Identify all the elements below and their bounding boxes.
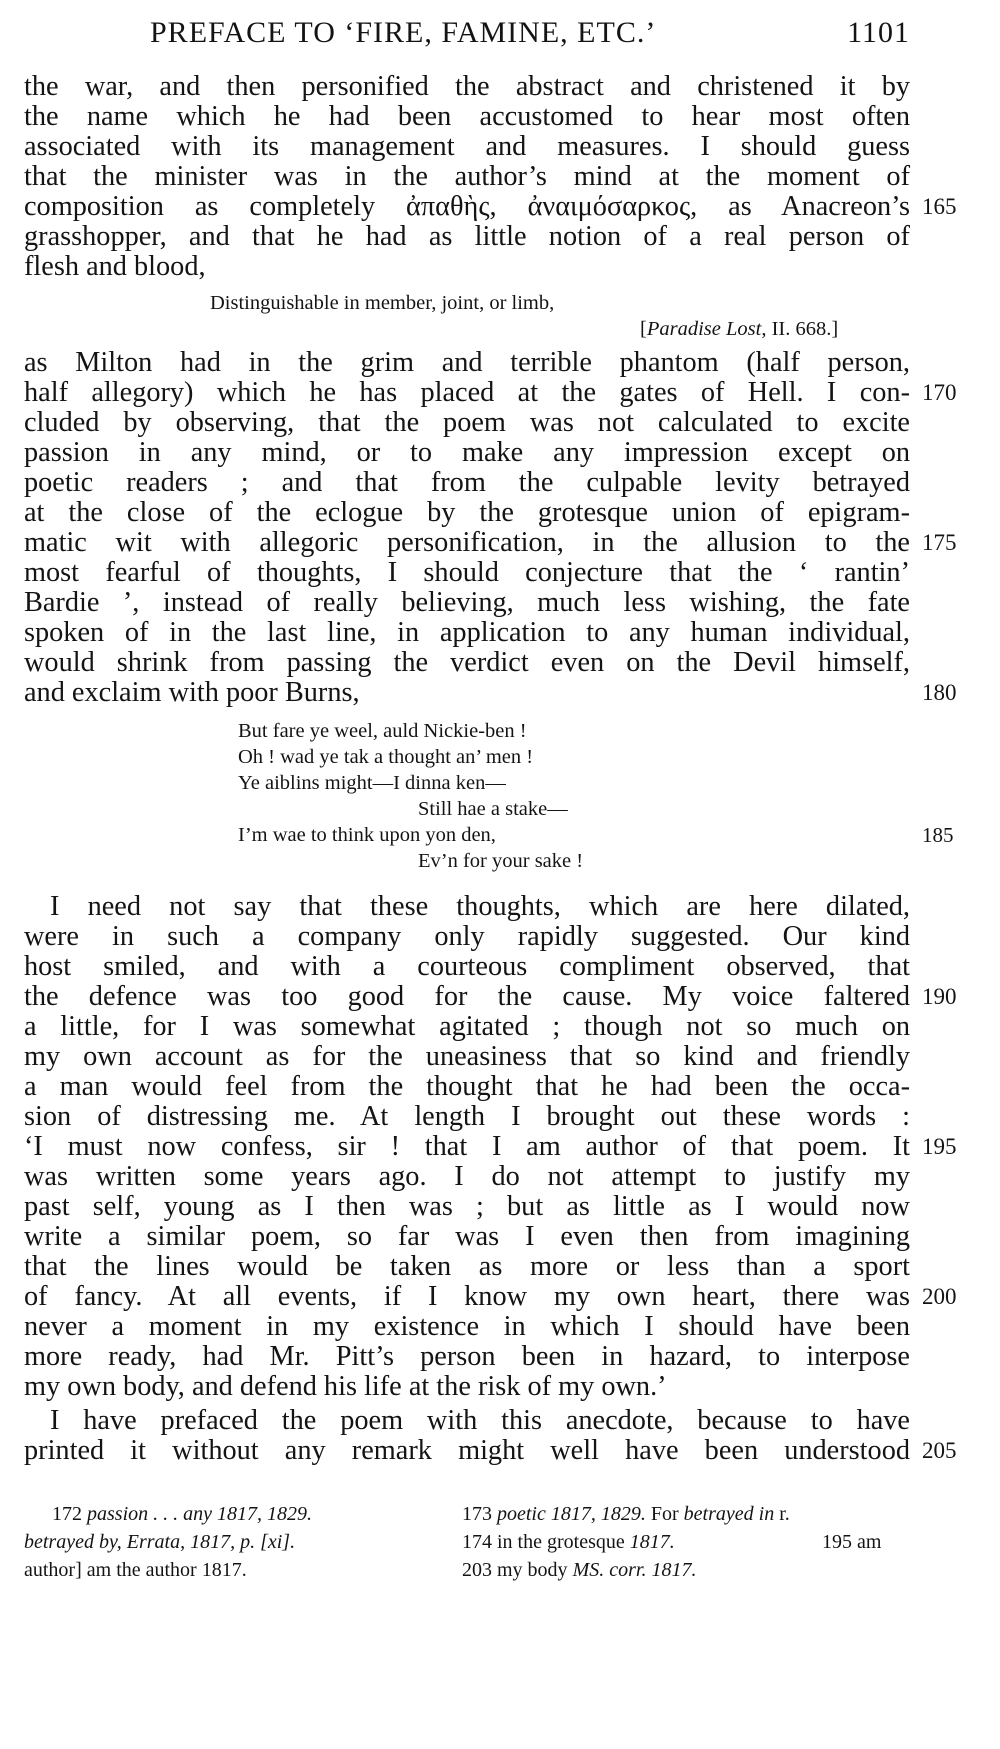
quotation-text: Distinguishable in member, joint, or limb,: [210, 292, 555, 314]
text-line: Bardie ’, instead of really believing, much less wishing, the fate: [24, 587, 910, 618]
text-line: a little, for I was somewhat agitated ; though not so much on: [24, 1011, 910, 1042]
footnote-172: [52, 1500, 312, 1528]
footnote-text: For: [650, 1503, 679, 1525]
text-line: was written some years ago. I do not attempt to justify my: [24, 1161, 910, 1192]
verse-line: But fare ye weel, auld Nickie-ben !: [238, 720, 527, 742]
footnote-text: r.: [779, 1503, 790, 1525]
line-number: 200: [922, 1284, 957, 1309]
verse-line: Oh ! wad ye tak a thought an’ men !: [238, 746, 534, 768]
text-line: write a similar poem, so far was I even then from imagining: [24, 1221, 910, 1252]
footnote-195: [822, 1528, 881, 1556]
verse-line: Ev’n for your sake !: [418, 850, 584, 872]
quotation-citation: [640, 316, 838, 342]
footnote-number: 195: [822, 1531, 852, 1553]
running-title: PREFACE TO ‘FIRE, FAMINE, ETC.’: [150, 16, 657, 49]
text-line: sion of distressing me. At length I brought out these words :: [24, 1101, 910, 1132]
footnote-text: am: [857, 1531, 882, 1553]
text-line: at the close of the eclogue by the grotesque union of epigram-: [24, 497, 910, 528]
verse-line: Still hae a stake—: [418, 798, 568, 820]
footnote-text: betrayed by, Errata, 1817, p. [xi].: [24, 1531, 296, 1553]
verse-line: I’m wae to think upon yon den,: [238, 824, 496, 846]
line-number: 190: [922, 984, 957, 1009]
text-line: the defence was too good for the cause. My voice faltered: [24, 981, 910, 1012]
footnote-text: passion . . . any 1817, 1829.: [87, 1503, 312, 1525]
text-line: host smiled, and with a courteous compliment observed, that: [24, 951, 910, 982]
text-line: would shrink from passing the verdict even on the Devil himself,: [24, 647, 910, 678]
text-line: ‘I must now confess, sir ! that I am author of that poem. It: [24, 1131, 910, 1162]
line-number: 205: [922, 1438, 957, 1463]
footnote-172-cont: [24, 1528, 295, 1556]
footnote-text: in the grotesque: [497, 1531, 625, 1553]
text-line: most fearful of thoughts, I should conjecture that the ‘ rantin’: [24, 557, 910, 588]
footnote-text: 1817.: [629, 1531, 675, 1553]
footnote-text: MS. corr. 1817.: [572, 1559, 697, 1581]
text-line: I have prefaced the poem with this anecdote, because to have: [50, 1405, 910, 1436]
text-line: my own body, and defend his life at the risk of my own.’: [24, 1371, 667, 1402]
footnote-173: [462, 1500, 790, 1528]
page-number: 1101: [847, 16, 910, 49]
text-line: flesh and blood,: [24, 251, 206, 282]
text-line: were in such a company only rapidly suggested. Our kind: [24, 921, 910, 952]
text-line: that the minister was in the author’s mind at the moment of: [24, 161, 910, 192]
line-number: 185: [922, 823, 954, 847]
text-line: never a moment in my existence in which I should have been: [24, 1311, 910, 1342]
text-line: the war, and then personified the abstract and christened it by: [24, 71, 910, 102]
text-line: matic wit with allegoric personification, in the allusion to the: [24, 527, 910, 558]
footnote-203: [462, 1556, 696, 1584]
footnote-text: author] am the author 1817.: [24, 1559, 247, 1581]
citation-title: Paradise Lost: [646, 318, 762, 340]
line-number: 195: [922, 1134, 957, 1159]
text-line: grasshopper, and that he had as little notion of a real person of: [24, 221, 910, 252]
text-line: more ready, had Mr. Pitt’s person been in hazard, to interpose: [24, 1341, 910, 1372]
line-number: 165: [922, 194, 957, 219]
citation-bracket: [: [640, 318, 647, 340]
footnote-number: 173: [462, 1503, 492, 1525]
line-number: 170: [922, 380, 957, 405]
text-line: cluded by observing, that the poem was not calculated to excite: [24, 407, 910, 438]
text-line: spoken of in the last line, in application to any human individual,: [24, 617, 910, 648]
text-line: and exclaim with poor Burns,: [24, 677, 360, 708]
text-line: my own account as for the uneasiness that so kind and friendly: [24, 1041, 910, 1072]
text-line: the name which he had been accustomed to hear most often: [24, 101, 910, 132]
text-line: half allegory) which he has placed at the gates of Hell. I con-: [24, 377, 910, 408]
text-line: a man would feel from the thought that he had been the occa-: [24, 1071, 910, 1102]
text-line: passion in any mind, or to make any impression except on: [24, 437, 910, 468]
text-line: of fancy. At all events, if I know my own heart, there was: [24, 1281, 910, 1312]
footnote-number: 174: [462, 1531, 492, 1553]
line-number: 175: [922, 530, 957, 555]
citation-reference: , II. 668.]: [761, 318, 839, 340]
text-line: as Milton had in the grim and terrible phantom (half person,: [24, 347, 910, 378]
text-line: that the lines would be taken as more or less than a sport: [24, 1251, 910, 1282]
text-line: I need not say that these thoughts, which are here dilated,: [50, 891, 910, 922]
text-line: poetic readers ; and that from the culpable levity betrayed: [24, 467, 910, 498]
line-number: 180: [922, 680, 957, 705]
text-line: past self, young as I then was ; but as little as I would now: [24, 1191, 910, 1222]
footnote-174: [462, 1528, 675, 1556]
footnote-number: 203: [462, 1559, 492, 1581]
footnote-text: betrayed in: [683, 1503, 775, 1525]
footnote-text: my body: [497, 1559, 568, 1581]
footnote-text: poetic 1817, 1829.: [497, 1503, 646, 1525]
verse-line: Ye aiblins might—I dinna ken—: [238, 772, 506, 794]
text-line: printed it without any remark might well have been understood: [24, 1435, 910, 1466]
footnote-number: 172: [52, 1503, 82, 1525]
text-line: associated with its management and measures. I should guess: [24, 131, 910, 162]
footnote-172-author: [24, 1556, 247, 1584]
text-line: composition as completely ἀπαθὴς, ἀναιμόσαρκος, as Anacreon’s: [24, 191, 910, 222]
